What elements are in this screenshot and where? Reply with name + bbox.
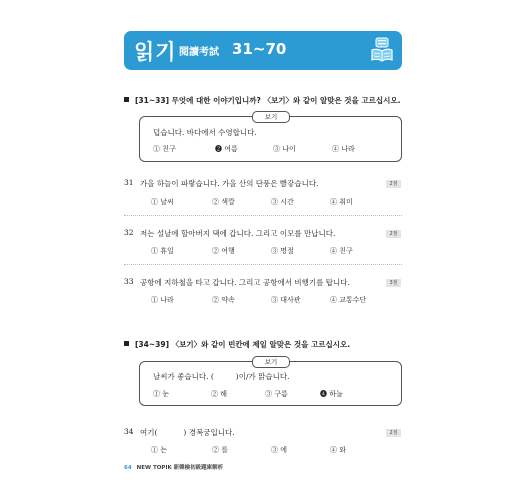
points-badge: 2점 (386, 230, 401, 238)
page-footer (124, 463, 223, 471)
answer-option-4[interactable]: ④ 와 (330, 446, 346, 454)
example-option-2: ❷ 여름 (215, 145, 238, 153)
example-sentence: 날씨가 좋습니다. ( )이/가 맑습니다. (153, 372, 290, 381)
example-option-3: ③ 구름 (265, 390, 288, 398)
divider (124, 215, 402, 216)
answer-option-2[interactable]: ② 색깔 (212, 198, 235, 206)
example-option-3: ③ 나이 (273, 145, 296, 153)
answer-option-4[interactable]: ④ 친구 (330, 247, 353, 255)
example-box-2 (139, 358, 402, 406)
answer-option-3[interactable]: ③ 시간 (271, 198, 294, 206)
question-text: 공항에 지하철을 타고 갑니다. 그리고 공항에서 비행기를 탑니다. (140, 278, 350, 287)
answer-option-1[interactable]: ① 는 (151, 446, 167, 454)
section-header-banner (124, 31, 402, 70)
section-title: 읽기 (134, 40, 177, 64)
section2-instruction: [34~39] 〈보기〉와 같이 빈칸에 제일 알맞은 것을 고르십시오. (124, 339, 350, 350)
section1-instruction: [31~33] 무엇에 대한 이야기입니까? 〈보기〉와 같이 알맞은 것을 고르십시오. (124, 95, 400, 106)
section-subtitle: 閱讀考試 (179, 47, 219, 58)
answer-option-1[interactable]: ① 나라 (151, 296, 174, 304)
question-number: 32 (124, 228, 134, 237)
square-bullet-icon (124, 97, 129, 102)
answer-option-4[interactable]: ④ 교통수단 (330, 296, 367, 304)
answer-option-3[interactable]: ③ 에 (271, 446, 287, 454)
divider (124, 264, 402, 265)
question-number: 34 (124, 427, 134, 436)
points-badge: 2점 (386, 180, 401, 188)
book-title: NEW TOPIK 新韓檢初級題庫解析 (136, 465, 224, 471)
answer-option-3[interactable]: ③ 대사관 (271, 296, 301, 304)
question-text: 여기( ) 경복궁입니다. (140, 428, 235, 437)
answer-option-3[interactable]: ③ 명절 (271, 247, 294, 255)
example-option-4: ❹ 하늘 (320, 390, 343, 398)
answer-option-2[interactable]: ② 를 (212, 446, 228, 454)
question-number: 33 (124, 277, 134, 286)
example-label: 보기 (252, 111, 290, 123)
book-icon (370, 37, 394, 66)
question-range: 31~70 (232, 40, 287, 58)
example-label: 보기 (252, 356, 290, 368)
example-option-4: ④ 나라 (332, 145, 355, 153)
points-badge: 2점 (386, 429, 401, 437)
question-number: 31 (124, 178, 134, 187)
answer-option-1[interactable]: ① 휴일 (151, 247, 174, 255)
answer-option-2[interactable]: ② 약속 (212, 296, 235, 304)
example-option-2: ② 해 (211, 390, 227, 398)
example-box-1 (139, 113, 402, 162)
square-bullet-icon (124, 341, 129, 346)
points-badge: 3점 (386, 279, 401, 287)
page-number: 64 (124, 465, 132, 471)
question-text: 가을 하늘이 파랗습니다. 가을 산의 단풍은 빨갛습니다. (140, 179, 319, 188)
answer-option-1[interactable]: ① 날씨 (151, 198, 174, 206)
example-option-1: ① 친구 (153, 145, 176, 153)
example-sentence: 덥습니다. 바다에서 수영합니다. (153, 128, 257, 137)
answer-option-2[interactable]: ② 여행 (212, 247, 235, 255)
question-text: 저는 설날에 할아버지 댁에 갑니다. 그리고 이모를 만납니다. (140, 229, 336, 238)
answer-option-4[interactable]: ④ 취미 (330, 198, 353, 206)
example-option-1: ① 눈 (153, 390, 169, 398)
